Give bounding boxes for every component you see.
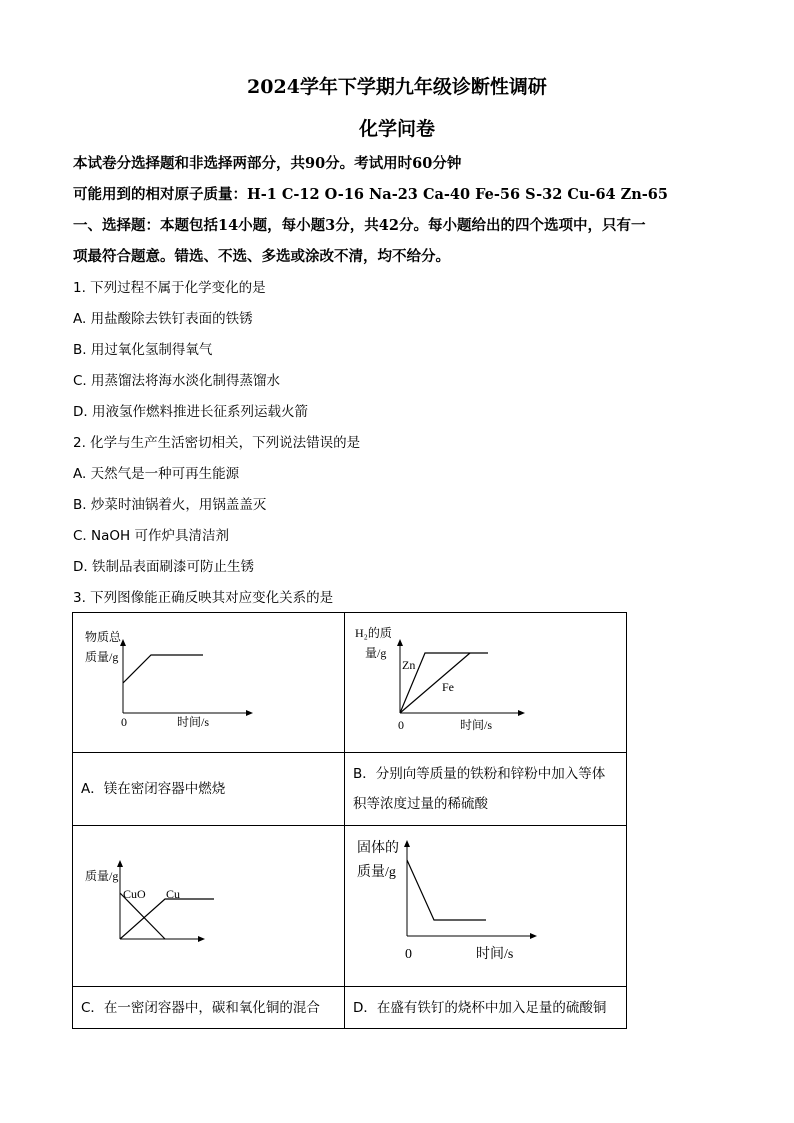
option-c-caption: C．在一密闭容器中，碳和氧化铜的混合 bbox=[81, 999, 320, 1016]
option-b-caption-cell bbox=[345, 753, 627, 826]
graph-c-y-label: 质量/g bbox=[85, 869, 119, 883]
graph-d-y-arrow bbox=[404, 840, 410, 847]
graph-c-y-arrow bbox=[117, 860, 123, 867]
option-a-caption-cell bbox=[73, 753, 345, 826]
graph-a-y-label-1: 物质总 bbox=[85, 630, 122, 644]
graph-a-cell bbox=[73, 613, 345, 753]
graph-b-x-label: 时间/s bbox=[460, 718, 493, 732]
question-1-option-c: C. 用蒸馏法将海水淡化制得蒸馏水 bbox=[73, 373, 281, 389]
graph-d-cell bbox=[345, 826, 627, 987]
section-instructions-2: 项最符合题意。错选、不选、多选或涂改不清，均不给分。 bbox=[73, 248, 450, 265]
graph-a-y-label-2: 质量/g bbox=[85, 650, 119, 664]
question-2-option-c: C. NaOH 可作炉具清洁剂 bbox=[73, 528, 229, 544]
graph-a-x-label: 时间/s bbox=[177, 715, 210, 729]
graph-b-y-label-2: 量/g bbox=[365, 646, 387, 660]
graph-b-cell bbox=[345, 613, 627, 753]
graph-c-x-arrow bbox=[198, 936, 205, 942]
graph-b-origin: 0 bbox=[398, 718, 404, 732]
graph-d bbox=[345, 826, 626, 982]
graph-options-table bbox=[72, 612, 627, 1029]
graph-c bbox=[73, 826, 344, 982]
graph-d-y-label-1: 固体的 bbox=[357, 841, 399, 856]
question-2-option-d: D. 铁制品表面刷漆可防止生锈 bbox=[73, 559, 254, 575]
exam-subtitle: 化学问卷 bbox=[358, 118, 435, 140]
graph-d-y-label-2: 质量/g bbox=[357, 865, 396, 880]
option-b-caption-2: 积等浓度过量的稀硫酸 bbox=[353, 796, 488, 812]
option-d-caption-cell bbox=[345, 987, 627, 1029]
question-1-option-d: D. 用液氢作燃料推进长征系列运载火箭 bbox=[73, 404, 308, 420]
exam-title: 2024学年下学期九年级诊断性调研 bbox=[247, 76, 547, 98]
exam-info-line: 本试卷分选择题和非选择两部分，共90分。考试用时60分钟 bbox=[73, 155, 462, 172]
atomic-mass-line: 可能用到的相对原子质量：H-1 C-12 O-16 Na-23 Ca-40 Fe-56 S-32 Cu-64 Zn-65 bbox=[73, 186, 668, 203]
graph-a bbox=[73, 613, 344, 748]
graph-b-y-arrow bbox=[397, 639, 403, 646]
graph-b-fe-label: Fe bbox=[442, 680, 454, 694]
option-a-caption: A．镁在密闭容器中燃烧 bbox=[81, 781, 226, 797]
graph-d-curve bbox=[407, 860, 486, 920]
option-d-caption: D．在盛有铁钉的烧杯中加入足量的硫酸铜 bbox=[353, 999, 607, 1016]
question-2-option-a: A. 天然气是一种可再生能源 bbox=[73, 466, 240, 482]
graph-a-origin: 0 bbox=[121, 715, 127, 729]
question-1-option-a: A. 用盐酸除去铁钉表面的铁锈 bbox=[73, 311, 253, 327]
graph-c-cell bbox=[73, 826, 345, 987]
question-3-stem: 3. 下列图像能正确反映其对应变化关系的是 bbox=[73, 590, 334, 606]
graph-b-x-arrow bbox=[518, 710, 525, 716]
graph-d-x-arrow bbox=[530, 933, 537, 939]
question-1-stem: 1. 下列过程不属于化学变化的是 bbox=[73, 280, 266, 296]
graph-c-cu-label: Cu bbox=[166, 887, 181, 901]
question-1-option-b: B. 用过氧化氢制得氧气 bbox=[73, 342, 213, 358]
question-2-option-b: B. 炒菜时油锅着火，用锅盖盖灭 bbox=[73, 497, 267, 513]
graph-d-origin: 0 bbox=[405, 947, 412, 962]
option-c-caption-cell bbox=[73, 987, 345, 1029]
graph-a-curve bbox=[123, 655, 203, 683]
graph-b-zn-label: Zn bbox=[402, 658, 416, 672]
graph-d-x-label: 时间/s bbox=[476, 947, 514, 962]
graph-c-cuo-label: CuO bbox=[123, 887, 146, 901]
question-2-stem: 2. 化学与生产生活密切相关，下列说法错误的是 bbox=[73, 435, 361, 451]
section-instructions-1: 一、选择题：本题包括14小题，每小题3分，共42分。每小题给出的四个选项中，只有一 bbox=[73, 217, 646, 234]
option-b-caption-1: B．分别向等质量的铁粉和锌粉中加入等体 bbox=[353, 766, 606, 782]
graph-b bbox=[345, 613, 626, 748]
graph-b-y-label-1: H₂的质 bbox=[355, 626, 392, 640]
graph-a-x-arrow bbox=[246, 710, 253, 716]
graph-c-cu-curve bbox=[120, 899, 214, 939]
